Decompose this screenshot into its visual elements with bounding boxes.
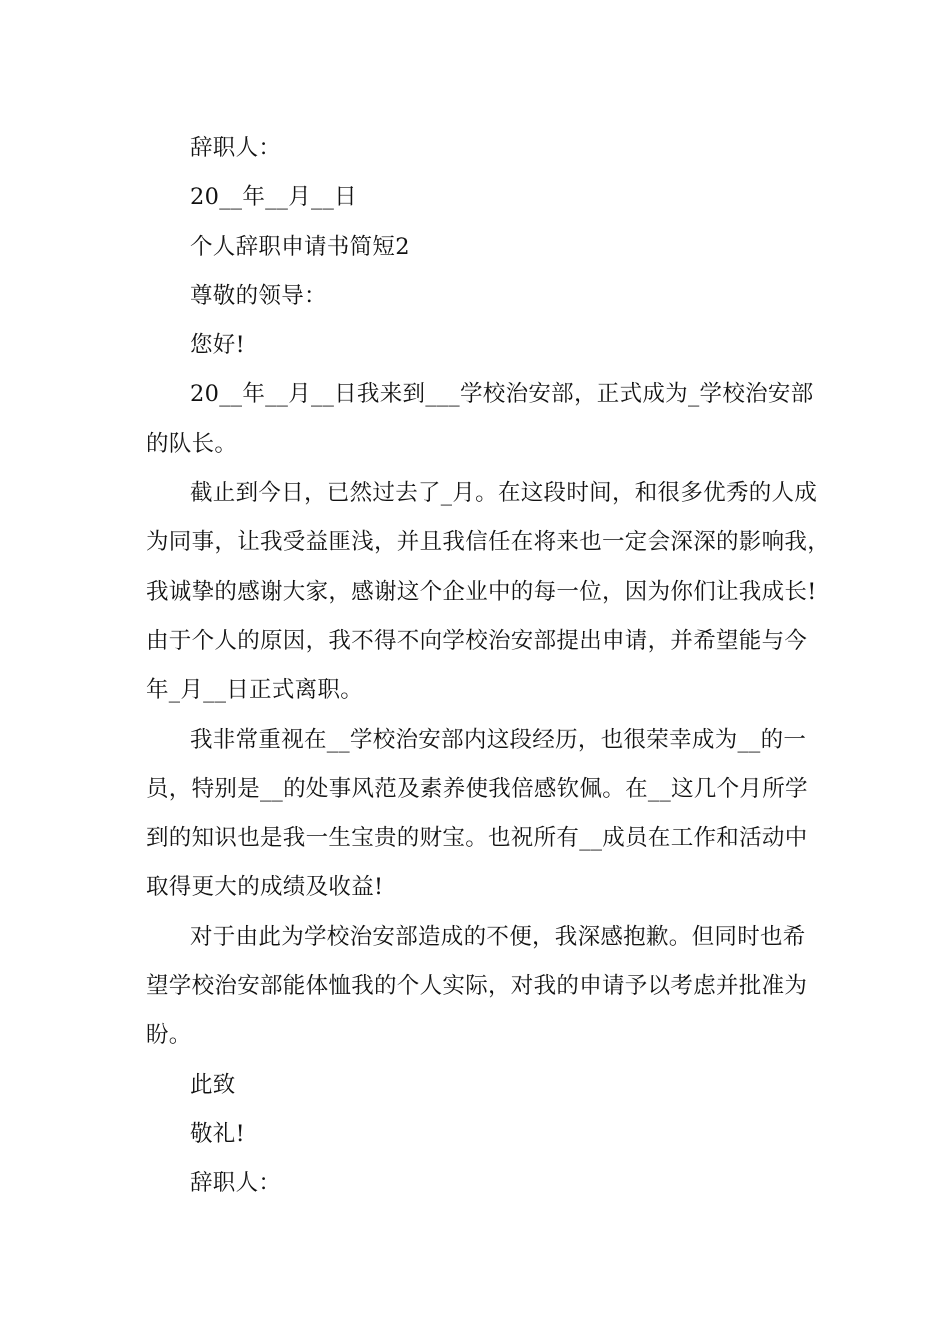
salutation: 尊敬的领导： [190, 282, 327, 309]
paragraph-line: 员，特别是__的处事风范及素养使我倍感钦佩。在__这几个月所学 [146, 775, 808, 802]
paragraph-line: 对于由此为学校治安部造成的不便，我深感抱歉。但同时也希 [190, 923, 806, 950]
closing-salute: 敬礼! [190, 1120, 245, 1147]
paragraph-line: 为同事，让我受益匪浅，并且我信任在将来也一定会深深的影响我， [146, 529, 831, 556]
paragraph-line: 由于个人的原因，我不得不向学校治安部提出申请，并希望能与今 [146, 627, 808, 654]
paragraph-line: 望学校治安部能体恤我的个人实际，对我的申请予以考虑并批准为 [146, 973, 808, 1000]
document-title: 个人辞职申请书简短2 [190, 233, 410, 260]
letter-body [146, 124, 831, 1209]
signer-label-top: 辞职人： [190, 135, 282, 161]
paragraph-line: 我非常重视在__学校治安部内这段经历，也很荣幸成为__的一 [190, 726, 807, 753]
paragraph-line: 取得更大的成绩及收益! [146, 874, 384, 901]
paragraph-line: 到的知识也是我一生宝贵的财宝。也祝所有__成员在工作和活动中 [146, 825, 808, 852]
paragraph-line: 20__年__月__日我来到___学校治安部，正式成为_学校治安部 [190, 381, 814, 408]
paragraph-line: 盼。 [146, 1022, 192, 1049]
signer-label-bottom: 辞职人： [190, 1170, 282, 1197]
paragraph-line: 的队长。 [146, 430, 238, 457]
paragraph-line: 我诚挚的感谢大家，感谢这个企业中的每一位，因为你们让我成长! [146, 578, 817, 605]
date-line-top: 20__年__月__日 [190, 184, 357, 211]
paragraph-line: 年_月__日正式离职。 [146, 677, 364, 704]
paragraph-line: 截止到今日，已然过去了_月。在这段时间，和很多优秀的人成 [190, 480, 818, 507]
closing-phrase: 此致 [190, 1071, 236, 1098]
greeting: 您好! [190, 332, 245, 359]
